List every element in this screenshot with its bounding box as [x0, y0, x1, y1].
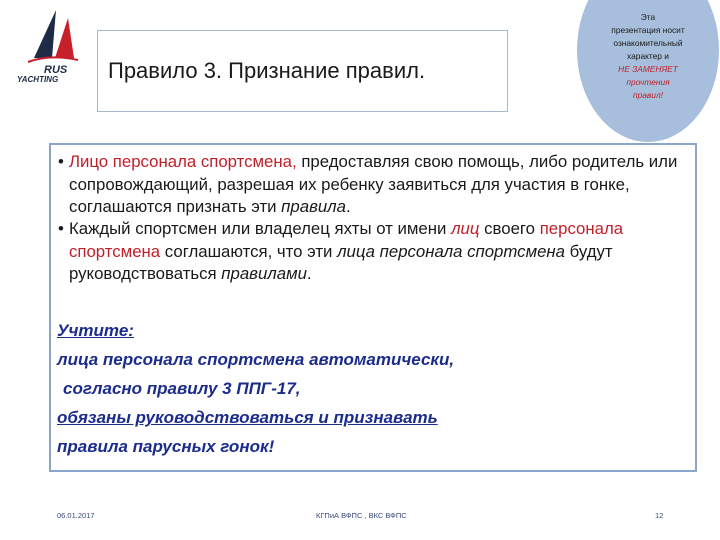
bullet-marker: •	[58, 152, 64, 171]
note-line: обязаны руководствоваться и признавать	[57, 408, 438, 427]
bullet2-text: соглашаются, что эти	[160, 241, 338, 261]
rus-yachting-logo	[12, 8, 92, 88]
bullet1-end: .	[345, 197, 351, 216]
bullet-item-1	[58, 151, 698, 219]
note-block	[57, 316, 454, 461]
footer-org: КГПиА ВФПС , ВКС ВФПС	[316, 511, 407, 520]
bullet2-red-text: лиц	[451, 219, 480, 238]
note-line: лица персонала спортсмена автоматически,	[57, 350, 455, 369]
bullet2-text: своего	[479, 219, 540, 238]
bullet2-red-text: персонала спортсмена	[69, 219, 624, 261]
bullet-item-2	[58, 218, 698, 286]
disclaimer-line: характер и	[627, 51, 669, 61]
logo-text-rus: RUS	[44, 64, 68, 76]
bullet-marker: •	[58, 219, 64, 238]
disclaimer-line: презентация носит	[611, 25, 685, 35]
note-line: согласно правилу 3 ППГ-17,	[63, 379, 301, 398]
bullet2-end: .	[306, 264, 312, 283]
note-heading: Учтите:	[57, 321, 134, 340]
title-box	[97, 30, 508, 112]
page-number: 12	[655, 511, 664, 520]
page-title: Правило 3. Признание правил.	[108, 58, 426, 83]
bullet2-text: Каждый спортсмен или владелец яхты от имени	[69, 219, 452, 238]
bullet2-text: будут руководствоваться	[69, 241, 613, 283]
disclaimer-line: правил!	[632, 90, 663, 100]
disclaimer-line: НЕ ЗАМЕНЯЕТ	[618, 64, 678, 74]
bullet2-italic-text: лица персонала спортсмена	[337, 241, 565, 261]
bullet2-italic-text: правилами	[221, 264, 307, 283]
disclaimer-line: ознакомительный	[613, 38, 683, 48]
bullet1-text: предоставляя свою помощь, либо родитель или сопровождающий, разрешая их ребенку заявиться для участия в гонке, соглашаются признать эти	[69, 152, 678, 216]
disclaimer-line: прочтения	[626, 77, 670, 87]
note-line: правила парусных гонок!	[57, 437, 275, 456]
bullet1-red-text: Лицо персонала спортсмена,	[69, 152, 297, 171]
bullet1-italic-text: правила	[281, 197, 346, 216]
disclaimer-line: Эта	[640, 12, 656, 22]
logo-text-yachting: YACHTING	[17, 75, 59, 84]
disclaimer-circle	[577, 0, 719, 142]
footer-date: 06.01.2017	[57, 511, 95, 520]
